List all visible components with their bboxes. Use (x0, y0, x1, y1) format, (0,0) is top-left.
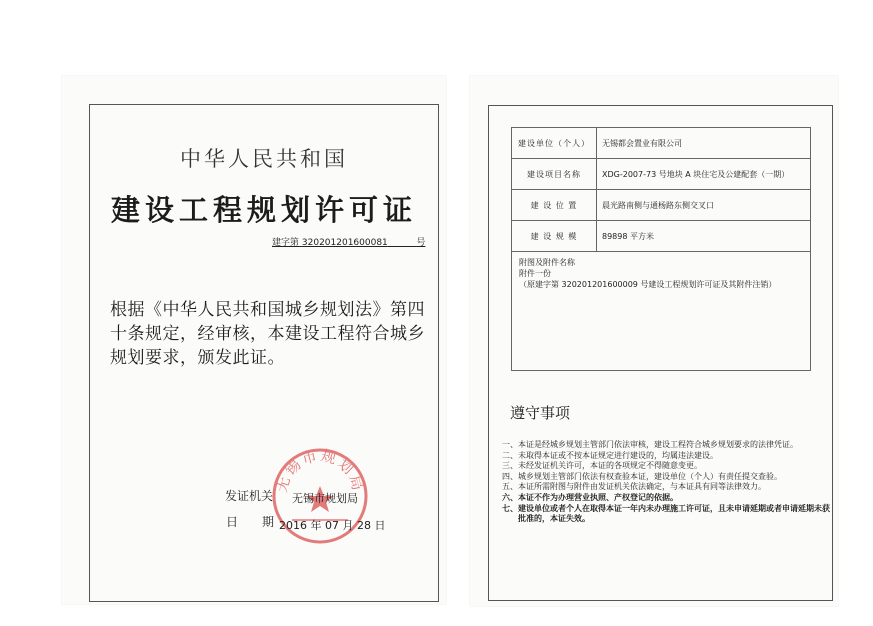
list-item (502, 440, 830, 451)
rule-number: 七、 (502, 503, 518, 513)
certificate-number (272, 235, 425, 248)
cert-no-value: 320201201600081 (301, 238, 388, 248)
issuer-label: 发证机关 (225, 489, 274, 503)
table-row (512, 190, 811, 221)
rule-text: 本证是经城乡规划主管部门依法审核，建设工程符合城乡规划要求的法律凭证。 (518, 440, 798, 449)
rule-number: 六、 (502, 492, 518, 502)
list-item (502, 451, 830, 462)
list-item (502, 493, 830, 504)
row-label: 建 设 规 模 (512, 221, 597, 252)
attachments-title: 附图及附件名称 (519, 258, 575, 267)
issue-date: 2016 年 07 月 28 日 (279, 519, 386, 532)
seal-text: 无锡市规划局 (272, 446, 368, 495)
rules-list (502, 440, 830, 525)
rule-number: 二、 (502, 450, 518, 460)
date-label: 日 期 (226, 515, 275, 529)
row-label: 建 设 位 置 (512, 190, 597, 221)
rule-text: 未经发证机关许可，本证的各项规定不得随意变更。 (518, 461, 702, 471)
rule-number: 五、 (502, 482, 518, 492)
country-name: 中华人民共和国 (180, 147, 348, 171)
list-item (502, 472, 830, 483)
row-value: 89898 平方米 (597, 221, 811, 252)
attachments-note: （原建字第 320201201600009 号建设工程规划许可证及其附件注销） (519, 280, 777, 289)
cert-no-prefix: 建字第 (272, 238, 300, 248)
rule-text: 本证所需附图与附件由发证机关依法确定，与本证具有同等法律效力。 (518, 482, 766, 492)
certificate-body: 根据《中华人民共和国城乡规划法》第四十条规定，经审核，本建设工程符合城乡规划要求，颁发此证。 (110, 300, 425, 368)
certificate-title: 建设工程规划许可证 (110, 193, 417, 227)
list-item (502, 461, 830, 472)
attachments-section (511, 251, 811, 371)
table-row (512, 221, 811, 252)
table-row (512, 128, 811, 159)
rules-title: 遵守事项 (510, 404, 571, 422)
attachments-item: 附件一份 (519, 269, 551, 278)
row-value: 无锡都会置业有限公司 (597, 128, 811, 159)
list-item (502, 504, 830, 525)
rule-number: 三、 (502, 461, 518, 471)
rule-text: 未取得本证或不按本证规定进行建设的，均属违法建设。 (518, 450, 718, 460)
issuer-name: 无锡市规划局 (292, 492, 358, 505)
rule-number: 一、 (502, 440, 518, 449)
cert-no-suffix: 号 (416, 238, 426, 248)
rule-text: 本证不作为办理营业执照、产权登记的依据。 (518, 492, 678, 502)
rule-text: 城乡规划主管部门依法有权查验本证，建设单位（个人）有责任提交查验。 (518, 471, 782, 481)
list-item (502, 482, 830, 493)
project-info-table (511, 127, 811, 252)
rule-number: 四、 (502, 471, 518, 481)
row-label: 建设单位（个人） (512, 128, 597, 159)
row-value: XDG-2007-73 号地块 A 块住宅及公建配套（一期） (597, 159, 811, 190)
table-row (512, 159, 811, 190)
row-label: 建设项目名称 (512, 159, 597, 190)
row-value: 晨光路南侧与通杨路东侧交叉口 (597, 190, 811, 221)
rule-text: 建设单位或者个人在取得本证一年内未办理施工许可证，且未申请延期或者申请延期未获批准的，本证失效。 (518, 503, 830, 524)
